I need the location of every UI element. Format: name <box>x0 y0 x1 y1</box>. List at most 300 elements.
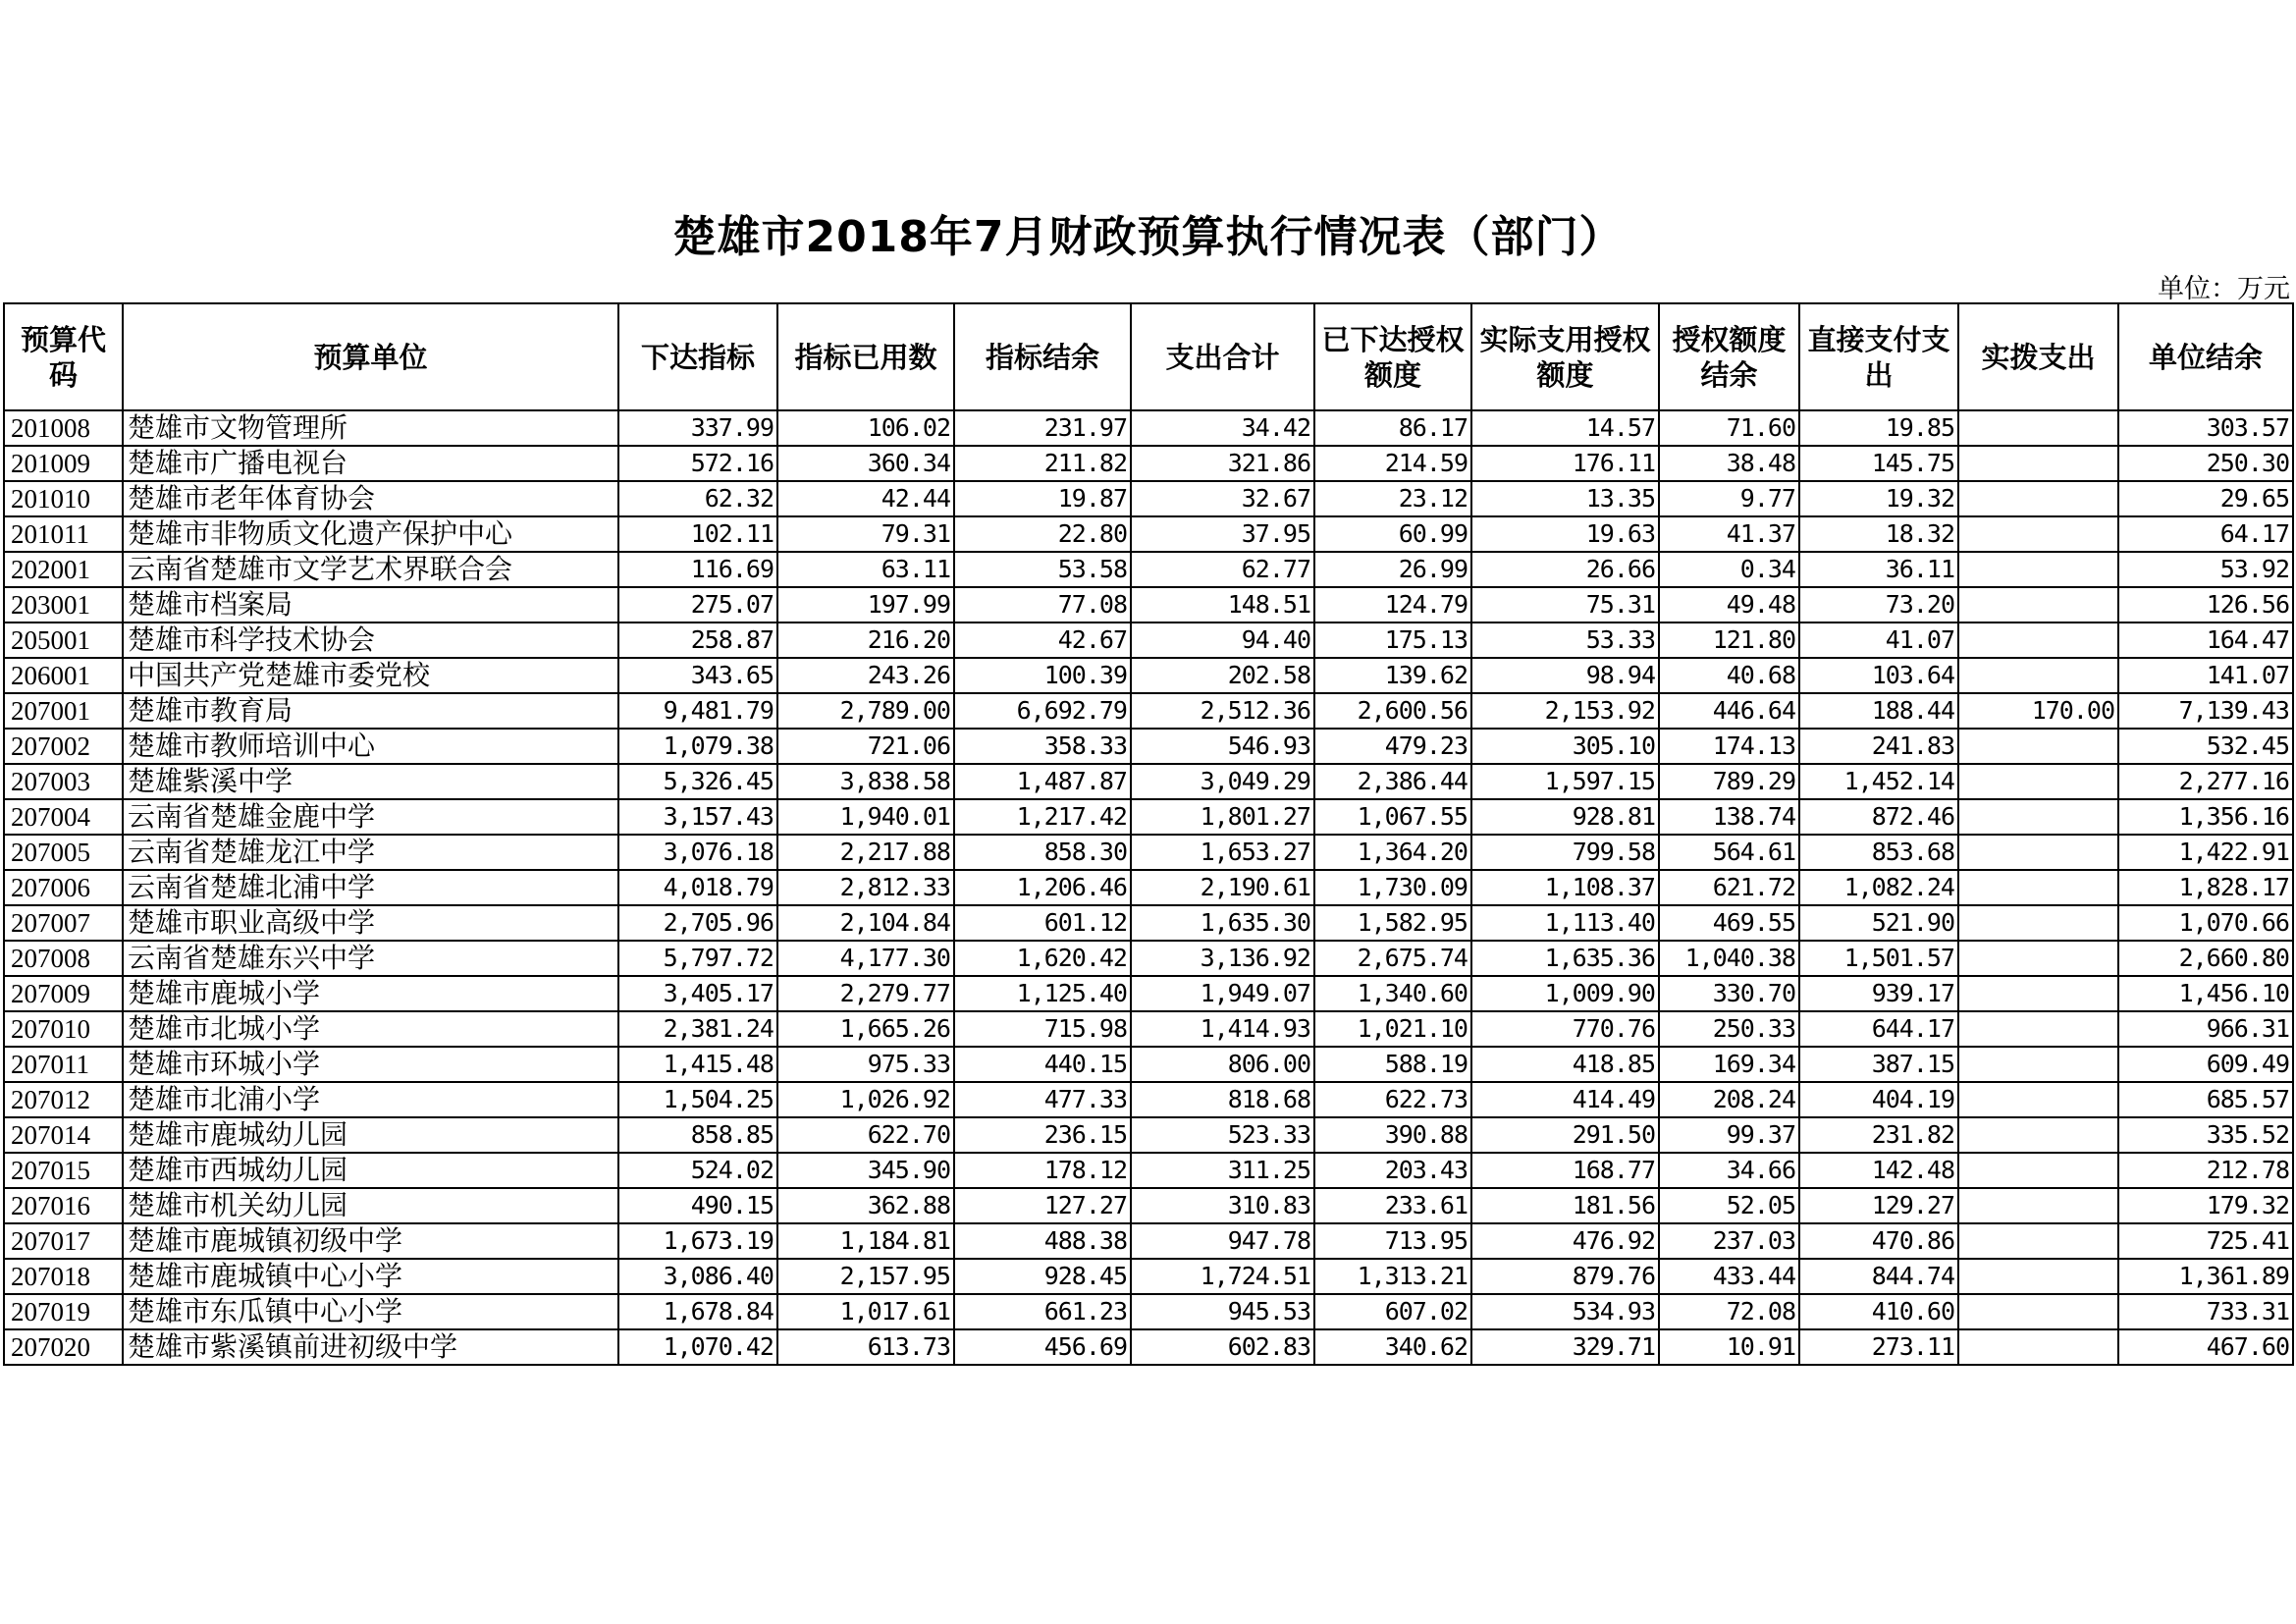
cell-sqjy: 99.37 <box>1659 1117 1799 1153</box>
cell-zbyy: 243.26 <box>777 658 954 693</box>
cell-sqjy: 1,040.38 <box>1659 941 1799 976</box>
cell-sqjy: 34.66 <box>1659 1153 1799 1188</box>
cell-zbjy: 178.12 <box>954 1153 1131 1188</box>
cell-code: 207011 <box>4 1047 123 1082</box>
cell-zchj: 1,414.93 <box>1131 1011 1314 1047</box>
table-row <box>4 799 2293 835</box>
cell-dwjy: 609.49 <box>2118 1047 2293 1082</box>
cell-yxdsq: 175.13 <box>1314 623 1471 658</box>
cell-zchj: 62.77 <box>1131 552 1314 587</box>
cell-zbjy: 19.87 <box>954 481 1131 516</box>
cell-code: 202001 <box>4 552 123 587</box>
cell-zbjy: 928.45 <box>954 1259 1131 1294</box>
cell-yxdsq: 588.19 <box>1314 1047 1471 1082</box>
cell-xdzb: 1,673.19 <box>618 1223 777 1259</box>
cell-sbzc <box>1958 587 2118 623</box>
cell-zbjy: 211.82 <box>954 446 1131 481</box>
header-sqjy: 授权额度结余 <box>1659 303 1799 410</box>
cell-zbjy: 1,217.42 <box>954 799 1131 835</box>
cell-zbjy: 100.39 <box>954 658 1131 693</box>
cell-zbyy: 362.88 <box>777 1188 954 1223</box>
cell-code: 207014 <box>4 1117 123 1153</box>
cell-zchj: 523.33 <box>1131 1117 1314 1153</box>
cell-zbjy: 440.15 <box>954 1047 1131 1082</box>
cell-sbzc <box>1958 1153 2118 1188</box>
cell-name: 楚雄市鹿城小学 <box>123 976 618 1011</box>
cell-yxdsq: 479.23 <box>1314 729 1471 764</box>
cell-sjzy: 414.49 <box>1471 1082 1659 1117</box>
cell-sbzc <box>1958 516 2118 552</box>
table-row <box>4 693 2293 729</box>
cell-sjzy: 13.35 <box>1471 481 1659 516</box>
header-dwjy: 单位结余 <box>2118 303 2293 410</box>
cell-name: 楚雄市职业高级中学 <box>123 905 618 941</box>
cell-sqjy: 208.24 <box>1659 1082 1799 1117</box>
cell-yxdsq: 233.61 <box>1314 1188 1471 1223</box>
cell-sbzc <box>1958 1082 2118 1117</box>
cell-code: 207007 <box>4 905 123 941</box>
cell-code: 207020 <box>4 1329 123 1365</box>
cell-yxdsq: 26.99 <box>1314 552 1471 587</box>
cell-yxdsq: 390.88 <box>1314 1117 1471 1153</box>
cell-name: 楚雄市环城小学 <box>123 1047 618 1082</box>
cell-zjzf: 73.20 <box>1799 587 1958 623</box>
cell-zbyy: 1,940.01 <box>777 799 954 835</box>
cell-sbzc <box>1958 1188 2118 1223</box>
cell-code: 207005 <box>4 835 123 870</box>
cell-xdzb: 1,504.25 <box>618 1082 777 1117</box>
cell-yxdsq: 340.62 <box>1314 1329 1471 1365</box>
cell-sjzy: 928.81 <box>1471 799 1659 835</box>
cell-sjzy: 305.10 <box>1471 729 1659 764</box>
cell-sqjy: 49.48 <box>1659 587 1799 623</box>
cell-zbjy: 236.15 <box>954 1117 1131 1153</box>
cell-sjzy: 26.66 <box>1471 552 1659 587</box>
cell-name: 楚雄市紫溪镇前进初级中学 <box>123 1329 618 1365</box>
cell-name: 云南省楚雄北浦中学 <box>123 870 618 905</box>
cell-name: 楚雄市东瓜镇中心小学 <box>123 1294 618 1329</box>
cell-zbyy: 2,104.84 <box>777 905 954 941</box>
cell-zchj: 37.95 <box>1131 516 1314 552</box>
cell-code: 207012 <box>4 1082 123 1117</box>
cell-zjzf: 142.48 <box>1799 1153 1958 1188</box>
cell-sbzc <box>1958 835 2118 870</box>
cell-name: 云南省楚雄龙江中学 <box>123 835 618 870</box>
cell-code: 207015 <box>4 1153 123 1188</box>
cell-xdzb: 1,415.48 <box>618 1047 777 1082</box>
cell-dwjy: 53.92 <box>2118 552 2293 587</box>
cell-zbyy: 1,026.92 <box>777 1082 954 1117</box>
cell-code: 206001 <box>4 658 123 693</box>
cell-sqjy: 330.70 <box>1659 976 1799 1011</box>
cell-code: 207001 <box>4 693 123 729</box>
table-row <box>4 1011 2293 1047</box>
cell-zchj: 3,049.29 <box>1131 764 1314 799</box>
cell-sbzc <box>1958 870 2118 905</box>
cell-sbzc <box>1958 1011 2118 1047</box>
cell-sqjy: 138.74 <box>1659 799 1799 835</box>
cell-zjzf: 129.27 <box>1799 1188 1958 1223</box>
cell-zchj: 148.51 <box>1131 587 1314 623</box>
cell-code: 207002 <box>4 729 123 764</box>
table-row <box>4 658 2293 693</box>
cell-zbyy: 42.44 <box>777 481 954 516</box>
cell-xdzb: 2,381.24 <box>618 1011 777 1047</box>
cell-zbyy: 2,789.00 <box>777 693 954 729</box>
cell-zbyy: 613.73 <box>777 1329 954 1365</box>
cell-zjzf: 470.86 <box>1799 1223 1958 1259</box>
cell-xdzb: 258.87 <box>618 623 777 658</box>
table-row <box>4 1259 2293 1294</box>
header-zchj: 支出合计 <box>1131 303 1314 410</box>
page-title: 楚雄市2018年7月财政预算执行情况表（部门） <box>672 212 1624 262</box>
cell-name: 楚雄紫溪中学 <box>123 764 618 799</box>
cell-zbjy: 53.58 <box>954 552 1131 587</box>
cell-xdzb: 4,018.79 <box>618 870 777 905</box>
table-row <box>4 1117 2293 1153</box>
table-row <box>4 552 2293 587</box>
cell-zchj: 818.68 <box>1131 1082 1314 1117</box>
header-code: 预算代码 <box>4 303 123 410</box>
cell-yxdsq: 1,364.20 <box>1314 835 1471 870</box>
cell-dwjy: 467.60 <box>2118 1329 2293 1365</box>
cell-zjzf: 103.64 <box>1799 658 1958 693</box>
cell-sqjy: 40.68 <box>1659 658 1799 693</box>
table-row <box>4 1082 2293 1117</box>
cell-zjzf: 1,452.14 <box>1799 764 1958 799</box>
cell-sjzy: 291.50 <box>1471 1117 1659 1153</box>
cell-code: 207018 <box>4 1259 123 1294</box>
cell-zbyy: 360.34 <box>777 446 954 481</box>
cell-xdzb: 3,157.43 <box>618 799 777 835</box>
cell-dwjy: 7,139.43 <box>2118 693 2293 729</box>
cell-zbyy: 197.99 <box>777 587 954 623</box>
table-row <box>4 587 2293 623</box>
cell-sqjy: 121.80 <box>1659 623 1799 658</box>
cell-xdzb: 1,070.42 <box>618 1329 777 1365</box>
table-row <box>4 1223 2293 1259</box>
cell-sqjy: 71.60 <box>1659 410 1799 446</box>
cell-zbyy: 1,665.26 <box>777 1011 954 1047</box>
table-row <box>4 835 2293 870</box>
cell-zbjy: 1,206.46 <box>954 870 1131 905</box>
header-zjzf: 直接支付支出 <box>1799 303 1958 410</box>
cell-yxdsq: 1,067.55 <box>1314 799 1471 835</box>
cell-zbjy: 358.33 <box>954 729 1131 764</box>
cell-zbyy: 721.06 <box>777 729 954 764</box>
cell-sbzc <box>1958 941 2118 976</box>
cell-zbjy: 456.69 <box>954 1329 1131 1365</box>
cell-zchj: 546.93 <box>1131 729 1314 764</box>
cell-xdzb: 1,079.38 <box>618 729 777 764</box>
cell-dwjy: 250.30 <box>2118 446 2293 481</box>
cell-xdzb: 1,678.84 <box>618 1294 777 1329</box>
cell-xdzb: 9,481.79 <box>618 693 777 729</box>
cell-zbjy: 488.38 <box>954 1223 1131 1259</box>
cell-dwjy: 164.47 <box>2118 623 2293 658</box>
cell-sqjy: 174.13 <box>1659 729 1799 764</box>
cell-zbjy: 715.98 <box>954 1011 1131 1047</box>
cell-zjzf: 387.15 <box>1799 1047 1958 1082</box>
cell-sjzy: 176.11 <box>1471 446 1659 481</box>
cell-zbyy: 2,217.88 <box>777 835 954 870</box>
cell-sbzc <box>1958 799 2118 835</box>
cell-zbjy: 601.12 <box>954 905 1131 941</box>
cell-zbjy: 1,487.87 <box>954 764 1131 799</box>
unit-label: 单位：万元 <box>2158 274 2290 304</box>
cell-sqjy: 433.44 <box>1659 1259 1799 1294</box>
cell-dwjy: 212.78 <box>2118 1153 2293 1188</box>
cell-xdzb: 343.65 <box>618 658 777 693</box>
cell-zbyy: 622.70 <box>777 1117 954 1153</box>
cell-sqjy: 621.72 <box>1659 870 1799 905</box>
cell-zjzf: 41.07 <box>1799 623 1958 658</box>
cell-yxdsq: 86.17 <box>1314 410 1471 446</box>
cell-dwjy: 126.56 <box>2118 587 2293 623</box>
cell-zbyy: 63.11 <box>777 552 954 587</box>
cell-yxdsq: 622.73 <box>1314 1082 1471 1117</box>
cell-name: 楚雄市广播电视台 <box>123 446 618 481</box>
cell-code: 207004 <box>4 799 123 835</box>
cell-sjzy: 1,009.90 <box>1471 976 1659 1011</box>
cell-dwjy: 64.17 <box>2118 516 2293 552</box>
cell-zchj: 321.86 <box>1131 446 1314 481</box>
cell-name: 楚雄市科学技术协会 <box>123 623 618 658</box>
cell-name: 云南省楚雄金鹿中学 <box>123 799 618 835</box>
cell-sbzc <box>1958 1294 2118 1329</box>
table-row <box>4 410 2293 446</box>
cell-yxdsq: 2,386.44 <box>1314 764 1471 799</box>
cell-dwjy: 1,356.16 <box>2118 799 2293 835</box>
cell-yxdsq: 2,675.74 <box>1314 941 1471 976</box>
cell-name: 云南省楚雄东兴中学 <box>123 941 618 976</box>
cell-name: 楚雄市西城幼儿园 <box>123 1153 618 1188</box>
cell-yxdsq: 1,313.21 <box>1314 1259 1471 1294</box>
cell-code: 201010 <box>4 481 123 516</box>
cell-code: 207017 <box>4 1223 123 1259</box>
cell-xdzb: 3,405.17 <box>618 976 777 1011</box>
cell-dwjy: 1,828.17 <box>2118 870 2293 905</box>
table-row <box>4 729 2293 764</box>
cell-sqjy: 9.77 <box>1659 481 1799 516</box>
cell-zjzf: 410.60 <box>1799 1294 1958 1329</box>
cell-dwjy: 1,361.89 <box>2118 1259 2293 1294</box>
cell-xdzb: 337.99 <box>618 410 777 446</box>
cell-zbyy: 345.90 <box>777 1153 954 1188</box>
cell-sbzc <box>1958 764 2118 799</box>
cell-sjzy: 1,635.36 <box>1471 941 1659 976</box>
cell-sjzy: 1,113.40 <box>1471 905 1659 941</box>
cell-yxdsq: 1,730.09 <box>1314 870 1471 905</box>
cell-zjzf: 644.17 <box>1799 1011 1958 1047</box>
cell-zbjy: 1,620.42 <box>954 941 1131 976</box>
table-row <box>4 1294 2293 1329</box>
cell-zchj: 1,801.27 <box>1131 799 1314 835</box>
cell-name: 楚雄市北浦小学 <box>123 1082 618 1117</box>
cell-sjzy: 168.77 <box>1471 1153 1659 1188</box>
cell-dwjy: 1,070.66 <box>2118 905 2293 941</box>
cell-sbzc <box>1958 1047 2118 1082</box>
cell-zjzf: 18.32 <box>1799 516 1958 552</box>
cell-name: 楚雄市文物管理所 <box>123 410 618 446</box>
cell-sjzy: 1,108.37 <box>1471 870 1659 905</box>
cell-name: 楚雄市教育局 <box>123 693 618 729</box>
cell-zbjy: 42.67 <box>954 623 1131 658</box>
cell-dwjy: 2,277.16 <box>2118 764 2293 799</box>
cell-zchj: 945.53 <box>1131 1294 1314 1329</box>
cell-sjzy: 534.93 <box>1471 1294 1659 1329</box>
table-row <box>4 976 2293 1011</box>
cell-sjzy: 53.33 <box>1471 623 1659 658</box>
cell-name: 楚雄市鹿城镇初级中学 <box>123 1223 618 1259</box>
cell-zbjy: 6,692.79 <box>954 693 1131 729</box>
cell-zbjy: 1,125.40 <box>954 976 1131 1011</box>
cell-name: 中国共产党楚雄市委党校 <box>123 658 618 693</box>
cell-sqjy: 169.34 <box>1659 1047 1799 1082</box>
cell-yxdsq: 713.95 <box>1314 1223 1471 1259</box>
cell-name: 楚雄市老年体育协会 <box>123 481 618 516</box>
cell-code: 207003 <box>4 764 123 799</box>
cell-sbzc <box>1958 1259 2118 1294</box>
cell-dwjy: 29.65 <box>2118 481 2293 516</box>
cell-yxdsq: 23.12 <box>1314 481 1471 516</box>
table-row <box>4 905 2293 941</box>
cell-zbyy: 975.33 <box>777 1047 954 1082</box>
cell-yxdsq: 124.79 <box>1314 587 1471 623</box>
cell-zchj: 2,190.61 <box>1131 870 1314 905</box>
cell-dwjy: 685.57 <box>2118 1082 2293 1117</box>
cell-zjzf: 231.82 <box>1799 1117 1958 1153</box>
cell-dwjy: 966.31 <box>2118 1011 2293 1047</box>
cell-zbjy: 477.33 <box>954 1082 1131 1117</box>
cell-xdzb: 858.85 <box>618 1117 777 1153</box>
cell-sjzy: 98.94 <box>1471 658 1659 693</box>
cell-name: 楚雄市鹿城幼儿园 <box>123 1117 618 1153</box>
cell-sqjy: 237.03 <box>1659 1223 1799 1259</box>
cell-sbzc <box>1958 1223 2118 1259</box>
table-row <box>4 446 2293 481</box>
table-row <box>4 516 2293 552</box>
cell-xdzb: 2,705.96 <box>618 905 777 941</box>
cell-sjzy: 770.76 <box>1471 1011 1659 1047</box>
cell-dwjy: 733.31 <box>2118 1294 2293 1329</box>
cell-yxdsq: 1,582.95 <box>1314 905 1471 941</box>
cell-name: 楚雄市教师培训中心 <box>123 729 618 764</box>
cell-code: 207008 <box>4 941 123 976</box>
cell-xdzb: 62.32 <box>618 481 777 516</box>
cell-sqjy: 72.08 <box>1659 1294 1799 1329</box>
cell-dwjy: 179.32 <box>2118 1188 2293 1223</box>
cell-zbjy: 77.08 <box>954 587 1131 623</box>
header-name: 预算单位 <box>123 303 618 410</box>
cell-zbyy: 106.02 <box>777 410 954 446</box>
cell-zbyy: 2,279.77 <box>777 976 954 1011</box>
table-body <box>4 410 2293 1365</box>
cell-zjzf: 36.11 <box>1799 552 1958 587</box>
cell-sjzy: 19.63 <box>1471 516 1659 552</box>
cell-sqjy: 41.37 <box>1659 516 1799 552</box>
cell-name: 楚雄市机关幼儿园 <box>123 1188 618 1223</box>
cell-zjzf: 145.75 <box>1799 446 1958 481</box>
cell-sjzy: 879.76 <box>1471 1259 1659 1294</box>
cell-sjzy: 75.31 <box>1471 587 1659 623</box>
table-row <box>4 941 2293 976</box>
table-header-row <box>4 303 2293 410</box>
cell-zjzf: 273.11 <box>1799 1329 1958 1365</box>
cell-zchj: 94.40 <box>1131 623 1314 658</box>
cell-dwjy: 303.57 <box>2118 410 2293 446</box>
cell-sbzc <box>1958 1329 2118 1365</box>
cell-xdzb: 490.15 <box>618 1188 777 1223</box>
cell-code: 201011 <box>4 516 123 552</box>
cell-sjzy: 14.57 <box>1471 410 1659 446</box>
cell-zbyy: 216.20 <box>777 623 954 658</box>
cell-sqjy: 789.29 <box>1659 764 1799 799</box>
cell-xdzb: 3,086.40 <box>618 1259 777 1294</box>
cell-zbyy: 2,812.33 <box>777 870 954 905</box>
cell-sbzc <box>1958 658 2118 693</box>
header-xdzb: 下达指标 <box>618 303 777 410</box>
cell-yxdsq: 214.59 <box>1314 446 1471 481</box>
cell-code: 201009 <box>4 446 123 481</box>
cell-sqjy: 0.34 <box>1659 552 1799 587</box>
cell-zbyy: 1,184.81 <box>777 1223 954 1259</box>
cell-dwjy: 1,456.10 <box>2118 976 2293 1011</box>
cell-sqjy: 38.48 <box>1659 446 1799 481</box>
cell-zbjy: 661.23 <box>954 1294 1131 1329</box>
cell-zchj: 32.67 <box>1131 481 1314 516</box>
cell-zbyy: 2,157.95 <box>777 1259 954 1294</box>
table-row <box>4 1188 2293 1223</box>
table-row <box>4 1329 2293 1365</box>
cell-zchj: 1,949.07 <box>1131 976 1314 1011</box>
cell-zbyy: 3,838.58 <box>777 764 954 799</box>
cell-zjzf: 521.90 <box>1799 905 1958 941</box>
cell-zbyy: 1,017.61 <box>777 1294 954 1329</box>
cell-sjzy: 181.56 <box>1471 1188 1659 1223</box>
cell-name: 楚雄市北城小学 <box>123 1011 618 1047</box>
cell-zjzf: 872.46 <box>1799 799 1958 835</box>
cell-sbzc <box>1958 729 2118 764</box>
cell-zbjy: 231.97 <box>954 410 1131 446</box>
table-row <box>4 1153 2293 1188</box>
cell-code: 201008 <box>4 410 123 446</box>
cell-yxdsq: 139.62 <box>1314 658 1471 693</box>
cell-sjzy: 418.85 <box>1471 1047 1659 1082</box>
cell-yxdsq: 1,340.60 <box>1314 976 1471 1011</box>
cell-code: 205001 <box>4 623 123 658</box>
cell-xdzb: 5,326.45 <box>618 764 777 799</box>
cell-xdzb: 116.69 <box>618 552 777 587</box>
header-yxdsq: 已下达授权额度 <box>1314 303 1471 410</box>
cell-sbzc <box>1958 623 2118 658</box>
cell-zjzf: 188.44 <box>1799 693 1958 729</box>
cell-sqjy: 469.55 <box>1659 905 1799 941</box>
header-zbyy: 指标已用数 <box>777 303 954 410</box>
cell-zjzf: 844.74 <box>1799 1259 1958 1294</box>
cell-zjzf: 19.85 <box>1799 410 1958 446</box>
cell-code: 207010 <box>4 1011 123 1047</box>
cell-zchj: 3,136.92 <box>1131 941 1314 976</box>
cell-zbjy: 858.30 <box>954 835 1131 870</box>
cell-zbyy: 4,177.30 <box>777 941 954 976</box>
cell-sbzc <box>1958 1117 2118 1153</box>
cell-zchj: 947.78 <box>1131 1223 1314 1259</box>
cell-zchj: 806.00 <box>1131 1047 1314 1082</box>
header-sjzy: 实际支用授权额度 <box>1471 303 1659 410</box>
cell-xdzb: 524.02 <box>618 1153 777 1188</box>
cell-dwjy: 141.07 <box>2118 658 2293 693</box>
